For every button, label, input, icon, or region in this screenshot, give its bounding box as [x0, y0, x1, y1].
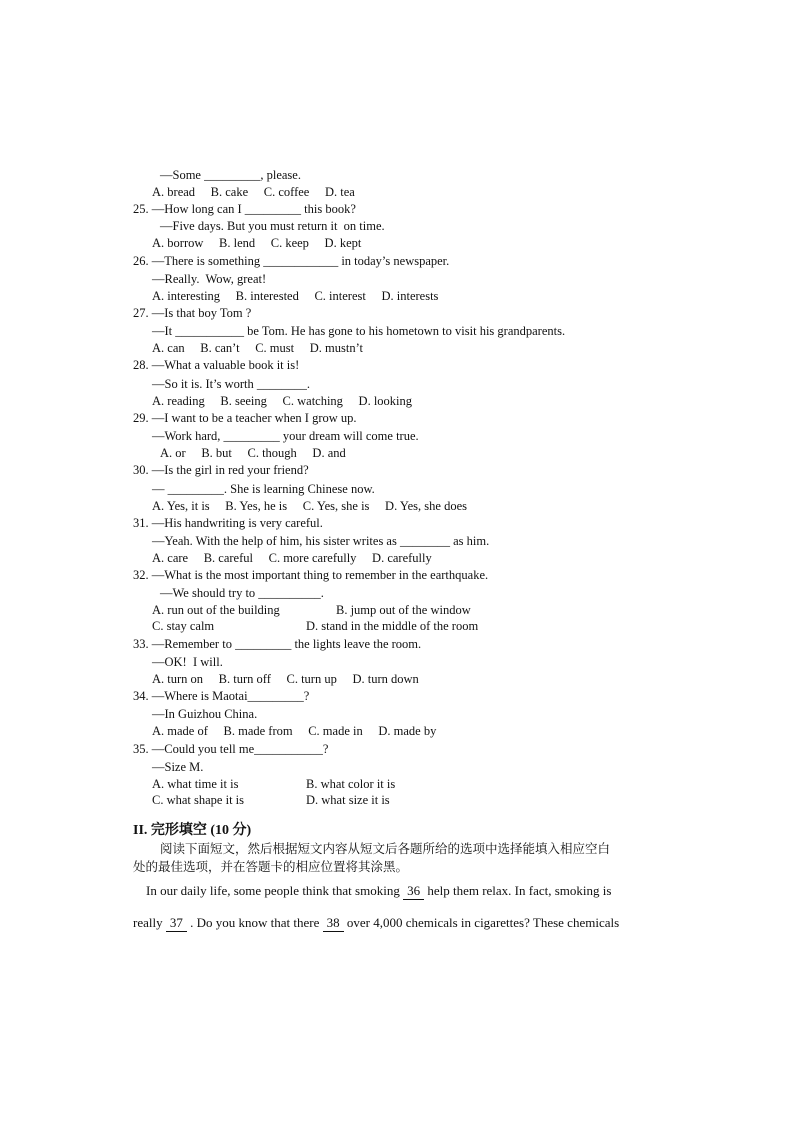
question-q31-line-2: A. care B. careful C. more carefully D. carefully	[152, 551, 432, 565]
question-q32-line-2: A. run out of the building	[152, 603, 280, 617]
question-q27-line-2: A. can B. can’t C. must D. mustn’t	[152, 341, 363, 355]
question-q32-line-1: —We should try to __________.	[160, 586, 324, 600]
question-q25-line-0: 25. —How long can I _________ this book?	[133, 202, 356, 216]
question-q24-line-1: A. bread B. cake C. coffee D. tea	[152, 185, 355, 199]
section-instruction-line-1: 阅读下面短文，然后根据短文内容从短文后各题所给的选项中选择能填入相应空白	[160, 841, 611, 856]
passage-text: . Do you know that there	[190, 915, 320, 930]
section-heading: II. 完形填空 (10 分)	[133, 823, 252, 838]
question-q35-line-3: B. what color it is	[306, 777, 396, 791]
question-q27-line-0: 27. —Is that boy Tom ?	[133, 306, 252, 320]
question-q26-line-2: A. interesting B. interested C. interest D. interests	[152, 289, 439, 303]
passage-line-1	[146, 883, 611, 900]
question-q35-line-2: A. what time it is	[152, 777, 239, 791]
question-q32-line-3: B. jump out of the window	[336, 603, 471, 617]
question-q28-line-1: —So it is. It’s worth ________.	[152, 377, 310, 391]
question-q31-line-1: —Yeah. With the help of him, his sister writes as ________ as him.	[152, 534, 490, 548]
question-q30-line-0: 30. —Is the girl in red your friend?	[133, 463, 309, 477]
question-q28-line-2: A. reading B. seeing C. watching D. looking	[152, 394, 413, 408]
question-q26-line-1: —Really. Wow, great!	[152, 272, 267, 286]
cloze-blank-36: 36	[403, 883, 424, 900]
passage-text: over 4,000 chemicals in cigarettes? These chemicals	[346, 915, 620, 930]
question-q35-line-4: C. what shape it is	[152, 793, 245, 807]
question-q34-line-2: A. made of B. made from C. made in D. made by	[152, 724, 437, 738]
question-q29-line-1: —Work hard, _________ your dream will come true.	[152, 429, 419, 443]
cloze-blank-38: 38	[323, 915, 344, 932]
question-q25-line-1: —Five days. But you must return it on time.	[160, 219, 385, 233]
question-q30-line-1: — _________. She is learning Chinese now.	[152, 482, 375, 496]
question-q29-line-0: 29. —I want to be a teacher when I grow up.	[133, 411, 357, 425]
question-q35-line-1: —Size M.	[152, 760, 204, 774]
question-q26-line-0: 26. —There is something ____________ in today’s newspaper.	[133, 254, 450, 268]
question-q28-line-0: 28. —What a valuable book it is!	[133, 358, 300, 372]
question-q33-line-0: 33. —Remember to _________ the lights leave the room.	[133, 637, 422, 651]
question-q35-line-5: D. what size it is	[306, 793, 390, 807]
question-q29-line-2: A. or B. but C. though D. and	[160, 446, 346, 460]
question-q32-line-0: 32. —What is the most important thing to remember in the earthquake.	[133, 568, 489, 582]
question-q27-line-1: —It ___________ be Tom. He has gone to his hometown to visit his grandparents.	[152, 324, 566, 338]
question-q33-line-1: —OK! I will.	[152, 655, 223, 669]
passage-line-2	[133, 915, 619, 932]
passage-text: help them relax. In fact, smoking is	[427, 883, 612, 898]
question-q25-line-2: A. borrow B. lend C. keep D. kept	[152, 236, 362, 250]
question-q32-line-4: C. stay calm	[152, 619, 215, 633]
passage-text: In our daily life, some people think that smoking	[146, 883, 404, 898]
question-q34-line-0: 34. —Where is Maotai_________?	[133, 689, 310, 703]
question-q30-line-2: A. Yes, it is B. Yes, he is C. Yes, she is D. Yes, she does	[152, 499, 467, 513]
question-q34-line-1: —In Guizhou China.	[152, 707, 258, 721]
question-q31-line-0: 31. —His handwriting is very careful.	[133, 516, 323, 530]
question-q24-line-0: —Some _________, please.	[160, 168, 301, 182]
cloze-blank-37: 37	[166, 915, 187, 932]
section-instruction-line-2: 处的最佳选项，并在答题卡的相应位置将其涂黑。	[133, 859, 409, 874]
question-q35-line-0: 35. —Could you tell me___________?	[133, 742, 329, 756]
passage-text: really	[133, 915, 166, 930]
question-q33-line-2: A. turn on B. turn off C. turn up D. turn down	[152, 672, 419, 686]
question-q32-line-5: D. stand in the middle of the room	[306, 619, 479, 633]
